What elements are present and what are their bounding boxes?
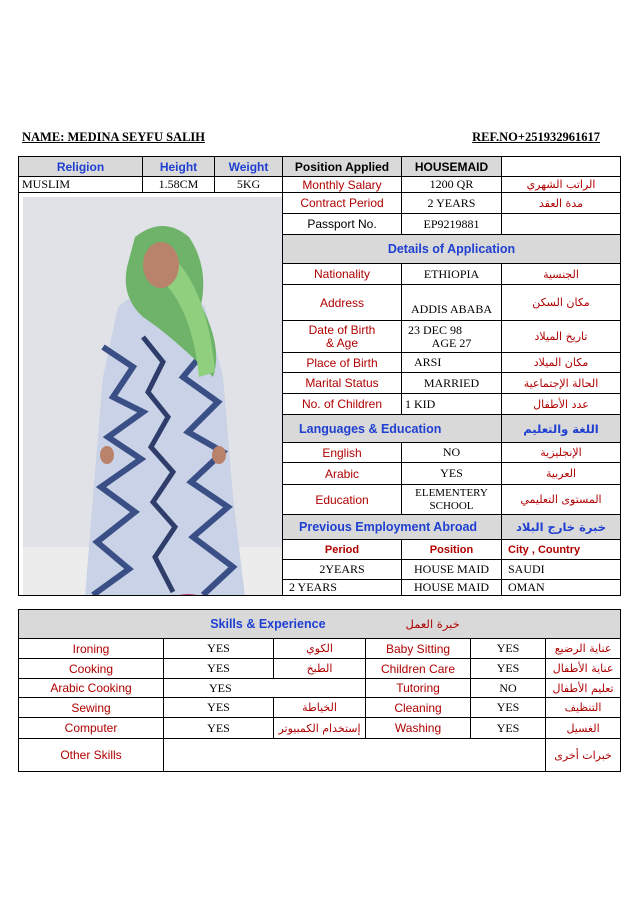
period-header: Period (283, 540, 402, 560)
candidate-name: NAME: MEDINA SEYFU SALIH (22, 130, 206, 144)
contract-period-value: 2 YEARS (402, 193, 502, 214)
english-value: NO (402, 443, 502, 463)
skill-row (19, 698, 621, 718)
date-of-birth-ar: تاريخ الميلاد (502, 321, 621, 353)
religion-label: Religion (19, 157, 143, 177)
skill-computer-value: YES (164, 718, 274, 739)
skill-baby-sitting-ar: عناية الرضيع (546, 639, 621, 659)
main-table (18, 156, 621, 596)
position-applied-value: HOUSEMAID (402, 157, 502, 177)
date-of-birth-label-line1: Date of Birth (308, 322, 376, 337)
education-label: Education (283, 485, 402, 515)
other-skills-value (164, 739, 546, 772)
date-of-birth-label (283, 321, 402, 353)
place-of-birth-label: Place of Birth (283, 353, 402, 373)
passport-value: EP9219881 (402, 214, 502, 235)
monthly-salary-label: Monthly Salary (283, 177, 402, 193)
place-of-birth-value: ARSI (402, 353, 502, 373)
skill-computer-ar: إستخدام الكمبيوتر (274, 718, 366, 739)
monthly-salary-value: 1200 QR (402, 177, 502, 193)
previous-employment-header: Previous Employment Abroad (283, 515, 502, 540)
skill-washing-label: Washing (366, 718, 471, 739)
weight-label: Weight (215, 157, 283, 177)
skill-cleaning-ar: التنظيف (546, 698, 621, 718)
languages-education-ar (502, 415, 621, 443)
height-label: Height (143, 157, 215, 177)
employment-row-2-period: 2 YEARS (283, 580, 402, 596)
employment-row-1-period: 2YEARS (283, 560, 402, 580)
monthly-salary-ar: الراتب الشهري (502, 177, 621, 193)
previous-employment-ar (502, 515, 621, 540)
country-header: City , Country (502, 540, 621, 560)
address-ar: مكان السكن (502, 285, 621, 321)
passport-label: Passport No. (283, 214, 402, 235)
skill-ironing-ar: الكوي (274, 639, 366, 659)
employment-row-2-position: HOUSE MAID (402, 580, 502, 596)
skill-cooking-value: YES (164, 659, 274, 679)
arabic-ar: العربية (502, 463, 621, 485)
children-value: 1 KID (402, 394, 502, 415)
skill-ironing-value: YES (164, 639, 274, 659)
skill-arabic-cooking-label: Arabic Cooking (19, 679, 164, 698)
date-of-birth-label-line2: & Age (325, 335, 359, 350)
marital-status-label: Marital Status (283, 373, 402, 394)
other-skills-label: Other Skills (19, 739, 164, 772)
employment-row-2-country: OMAN (502, 580, 621, 596)
skill-tutoring-value: NO (471, 679, 546, 698)
skill-cleaning-label: Cleaning (366, 698, 471, 718)
skill-children-care-ar: عناية الأطفال (546, 659, 621, 679)
previous-employment-ar-text: خبرة خارج البلاد (515, 520, 607, 534)
nationality-label: Nationality (283, 264, 402, 285)
position-applied-label: Position Applied (283, 157, 402, 177)
education-value-line2: SCHOOL (429, 499, 474, 512)
skill-tutoring-ar: تعليم الأطفال (546, 679, 621, 698)
details-of-application-header: Details of Application (283, 235, 621, 264)
skill-washing-value: YES (471, 718, 546, 739)
skill-row (19, 659, 621, 679)
skill-arabic-cooking-value: YES (164, 679, 366, 698)
arabic-value: YES (402, 463, 502, 485)
height-value: 1.58CM (143, 177, 215, 193)
employment-row-1-country: SAUDI (502, 560, 621, 580)
skill-cleaning-value: YES (471, 698, 546, 718)
position-header: Position (402, 540, 502, 560)
candidate-photo (23, 197, 283, 596)
skill-sewing-label: Sewing (19, 698, 164, 718)
address-label: Address (283, 285, 402, 321)
children-ar: عدد الأطفال (502, 394, 621, 415)
marital-status-value: MARRIED (402, 373, 502, 394)
marital-status-ar: الحالة الإجتماعية (502, 373, 621, 394)
address-value: ADDIS ABABA (402, 285, 502, 321)
photo-cell (19, 193, 283, 596)
nationality-value: ETHIOPIA (402, 264, 502, 285)
skill-row (19, 639, 621, 659)
dob-value: 23 DEC 98 (408, 322, 462, 337)
skill-cooking-label: Cooking (19, 659, 164, 679)
skill-washing-ar: الغسيل (546, 718, 621, 739)
skill-tutoring-label: Tutoring (366, 679, 471, 698)
skill-children-care-value: YES (471, 659, 546, 679)
skill-cooking-ar: الطبخ (274, 659, 366, 679)
religion-value: MUSLIM (19, 177, 143, 193)
document-header (22, 130, 600, 146)
contract-period-label: Contract Period (283, 193, 402, 214)
skill-ironing-label: Ironing (19, 639, 164, 659)
languages-education-header: Languages & Education (283, 415, 502, 443)
languages-education-ar-text: اللغة والتعليم (523, 421, 599, 436)
place-of-birth-ar: مكان الميلاد (502, 353, 621, 373)
education-ar: المستوى التعليمي (502, 485, 621, 515)
skill-baby-sitting-label: Baby Sitting (366, 639, 471, 659)
skills-experience-ar (366, 610, 621, 639)
english-ar: الإنجليزية (502, 443, 621, 463)
english-label: English (283, 443, 402, 463)
education-value-line1: ELEMENTERY (415, 486, 488, 499)
nationality-ar: الجنسية (502, 264, 621, 285)
skills-table (18, 609, 621, 772)
skills-experience-ar-text: خبرة العمل (405, 617, 460, 631)
skill-sewing-ar: الخياطة (274, 698, 366, 718)
other-skills-ar: خبرات أخرى (546, 739, 621, 772)
age-value: AGE 27 (431, 335, 472, 350)
skill-baby-sitting-value: YES (471, 639, 546, 659)
skill-computer-label: Computer (19, 718, 164, 739)
date-of-birth-value (402, 321, 502, 353)
children-label: No. of Children (283, 394, 402, 415)
education-value (402, 485, 502, 515)
skill-row (19, 718, 621, 739)
skills-experience-header: Skills & Experience (19, 610, 366, 639)
skill-row (19, 679, 621, 698)
employment-row-1-position: HOUSE MAID (402, 560, 502, 580)
weight-value: 5KG (215, 177, 283, 193)
skill-sewing-value: YES (164, 698, 274, 718)
skill-children-care-label: Children Care (366, 659, 471, 679)
arabic-label: Arabic (283, 463, 402, 485)
contract-period-ar: مدة العقد (502, 193, 621, 214)
reference-number: REF.NO+251932961617 (472, 130, 600, 144)
